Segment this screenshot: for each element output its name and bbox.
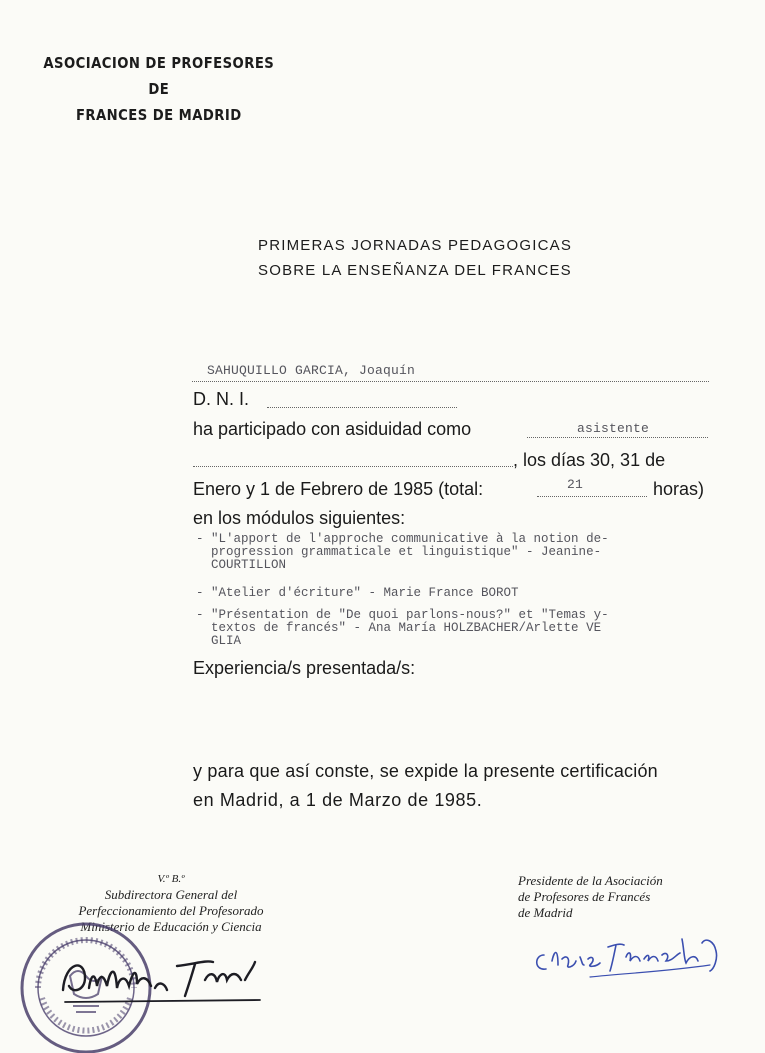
module-1-line-1: - "L'apport de l'approche communicative à la notion de-: [196, 532, 609, 546]
left-title-line-2: Perfeccionamiento del Profesorado: [78, 903, 264, 918]
module-1-line-2: progression grammaticale et linguistique" - Jeanine-: [196, 545, 602, 559]
right-title-line-1: Presidente de la Asociación: [518, 873, 663, 888]
role-value: asistente: [577, 421, 650, 436]
dates-text-2: Enero y 1 de Febrero de 1985 (total:: [193, 479, 484, 499]
left-title-line-3: Ministerio de Educación y Ciencia: [80, 919, 262, 934]
module-item: [196, 533, 716, 572]
event-title-line-2: SOBRE LA ENSEÑANZA DEL FRANCES: [258, 262, 572, 279]
participated-label: ha participado con asiduidad como: [193, 419, 472, 439]
right-title-line-2: de Profesores de Francés: [518, 889, 651, 904]
participant-name: SAHUQUILLO GARCIA, Joaquín: [207, 363, 416, 378]
closing-line-1: y para que así conste, se expide la presente certificación: [193, 761, 658, 781]
hours-suffix: horas): [653, 479, 705, 499]
module-1-line-3: COURTILLON: [196, 558, 287, 572]
role-field: [527, 418, 708, 438]
dni-label: D. N. I.: [193, 389, 250, 409]
organization-header: [40, 50, 278, 128]
module-2-line-1: - "Atelier d'écriture" - Marie France BOROT: [196, 586, 519, 600]
left-handwritten-signature: [55, 950, 270, 1010]
dni-field: [267, 390, 457, 408]
modules-label: en los módulos siguientes:: [193, 508, 406, 528]
closing-line-2: en Madrid, a 1 de Marzo de 1985.: [193, 790, 483, 810]
dates-blank-field: [193, 447, 513, 467]
module-item: [196, 587, 716, 600]
right-handwritten-signature: [530, 925, 730, 985]
hours-value: 21: [567, 477, 584, 492]
name-field: [192, 361, 709, 382]
module-3-line-1: - "Présentation de "De quoi parlons-nous?" et "Temas y-: [196, 608, 609, 622]
left-title-line-1: Subdirectora General del: [104, 887, 238, 902]
organization-line-2: FRANCES DE MADRID: [75, 106, 242, 124]
hours-field: [537, 477, 647, 497]
visto-bueno: V.º B.º: [157, 873, 185, 885]
experience-label: Experiencia/s presentada/s:: [193, 658, 416, 678]
right-title-line-3: de Madrid: [518, 905, 573, 920]
right-signature-label: [518, 873, 748, 921]
event-title-line-1: PRIMERAS JORNADAS PEDAGOGICAS: [258, 237, 573, 254]
event-title: [258, 233, 658, 283]
organization-line-1: ASOCIACION DE PROFESORES DE: [43, 54, 275, 98]
module-item: [196, 609, 716, 648]
dates-text: , los días 30, 31 de: [513, 450, 666, 470]
module-3-line-3: GLIA: [196, 634, 242, 648]
module-3-line-2: textos de francés" - Ana María HOLZBACHER/Arlette VE: [196, 621, 602, 635]
